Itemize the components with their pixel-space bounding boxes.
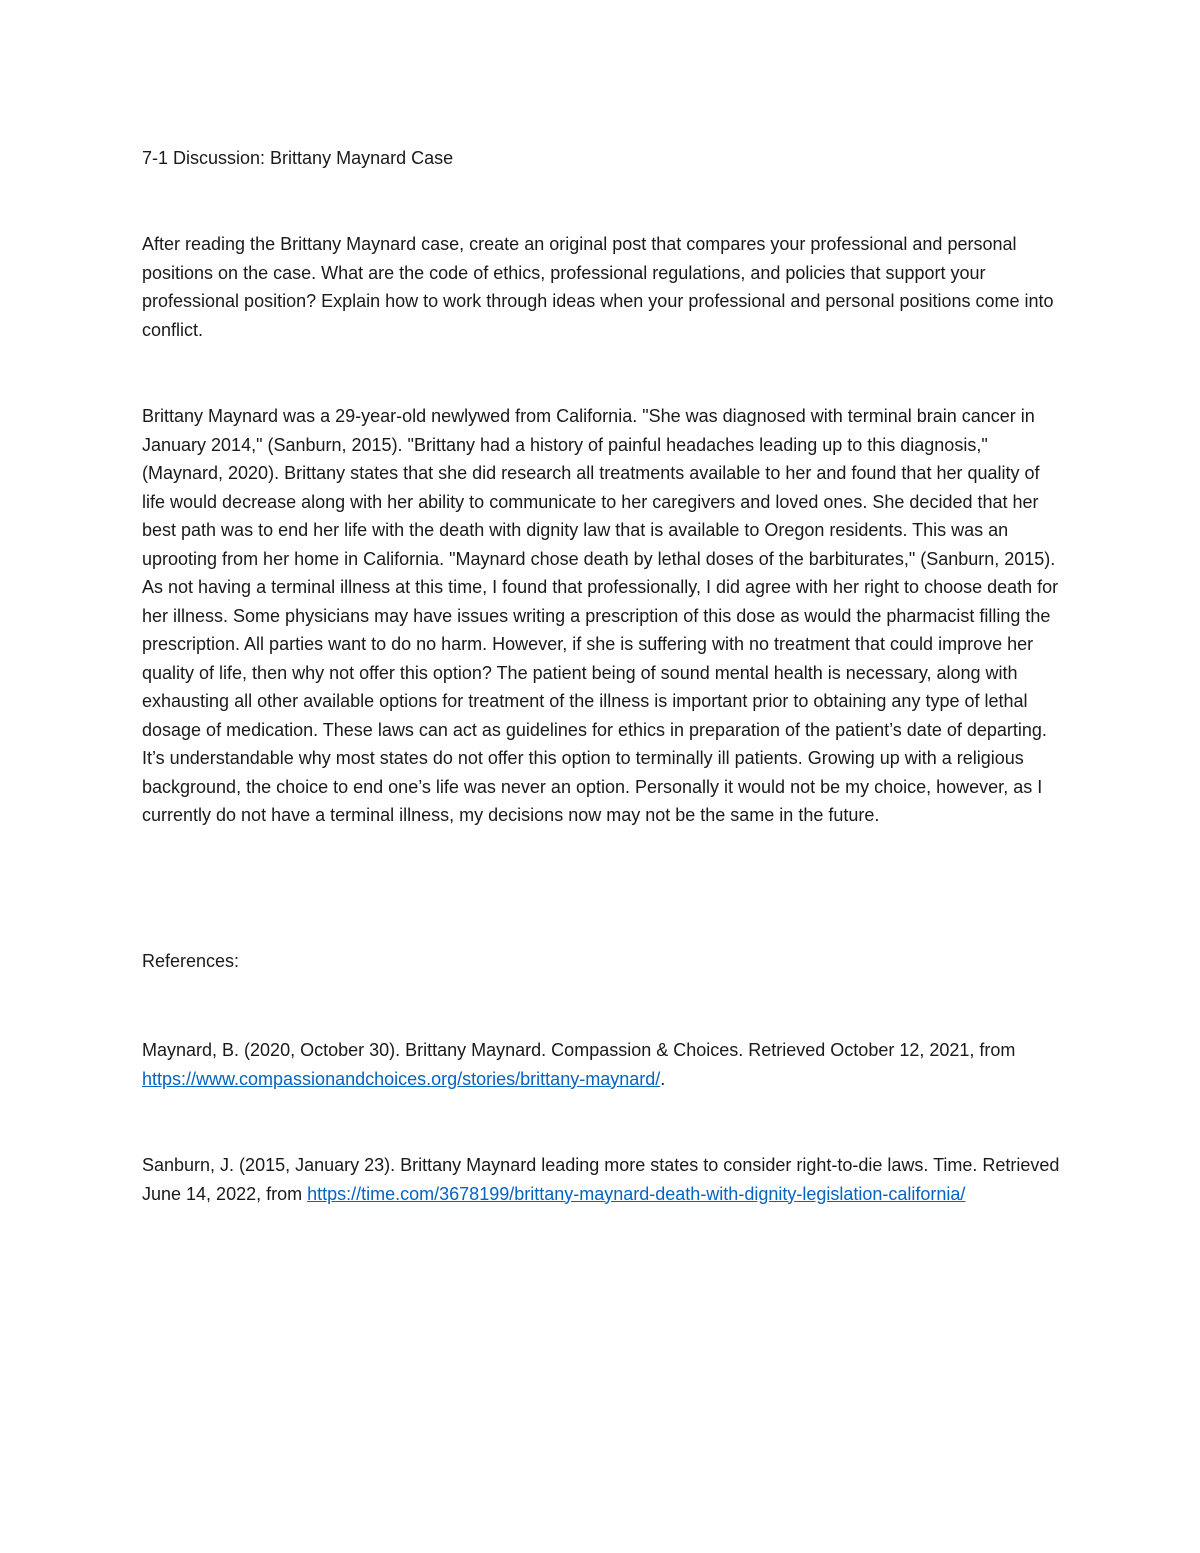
references-heading: References: (142, 951, 240, 971)
document-title: 7-1 Discussion: Brittany Maynard Case (142, 148, 454, 168)
reference-suffix: . (660, 1068, 666, 1089)
reference-text: Sanburn, J. (2015, January 23). Brittany Maynard leading more states to consider right-to-die laws. Time. Retrieved June 14, 2022, from (142, 1155, 1060, 1204)
reference-link-sanburn[interactable]: https://time.com/3678199/brittany-maynard-death-with-dignity-legislation-california/ (307, 1183, 966, 1204)
reference-entry-sanburn (142, 1151, 1062, 1208)
reference-text: Maynard, B. (2020, October 30). Brittany Maynard. Compassion & Choices. Retrieved October 12, 2021, from (142, 1040, 1016, 1060)
reference-entry-maynard (142, 1036, 1062, 1093)
discussion-prompt: After reading the Brittany Maynard case, create an original post that compares your professional and personal positions on the case. What are the code of ethics, professional regulations, and policies that support your professional position? Explain how to work through ideas when your professional and personal positions come into conflict. (142, 234, 1054, 340)
reference-link-maynard[interactable]: https://www.compassionandchoices.org/stories/brittany-maynard/ (142, 1068, 661, 1089)
discussion-response: Brittany Maynard was a 29-year-old newlywed from California. "She was diagnosed with terminal brain cancer in January 2014," (Sanburn, 2015). "Brittany had a history of painful headaches leading up to this diagnosis," (Maynard, 2020). Brittany states that she did research all treatments available to her and found that her quality of life would decrease along with her ability to communicate to her caregivers and loved ones. She decided that her best path was to end her life with the death with dignity law that is available to Oregon residents. This was an uprooting from her home in California. "Maynard chose death by lethal doses of the barbiturates," (Sanburn, 2015). As not having a terminal illness at this time, I found that professionally, I did agree with her right to choose death for her illness. Some physicians may have issues writing a prescription of this dose as would the pharmacist filling the prescription. All parties want to do no harm. However, if she is suffering with no treatment that could improve her quality of life, then why not offer this option? The patient being of sound mental health is necessary, along with exhausting all other available options for treatment of the illness is important prior to obtaining any type of lethal dosage of medication. These laws can act as guidelines for ethics in preparation of the patient’s date of departing. It’s understandable why most states do not offer this option to terminally ill patients. Growing up with a religious background, the choice to end one’s life was never an option. Personally it would not be my choice, however, as I currently do not have a terminal illness, my decisions now may not be the same in the future. (142, 406, 1059, 825)
